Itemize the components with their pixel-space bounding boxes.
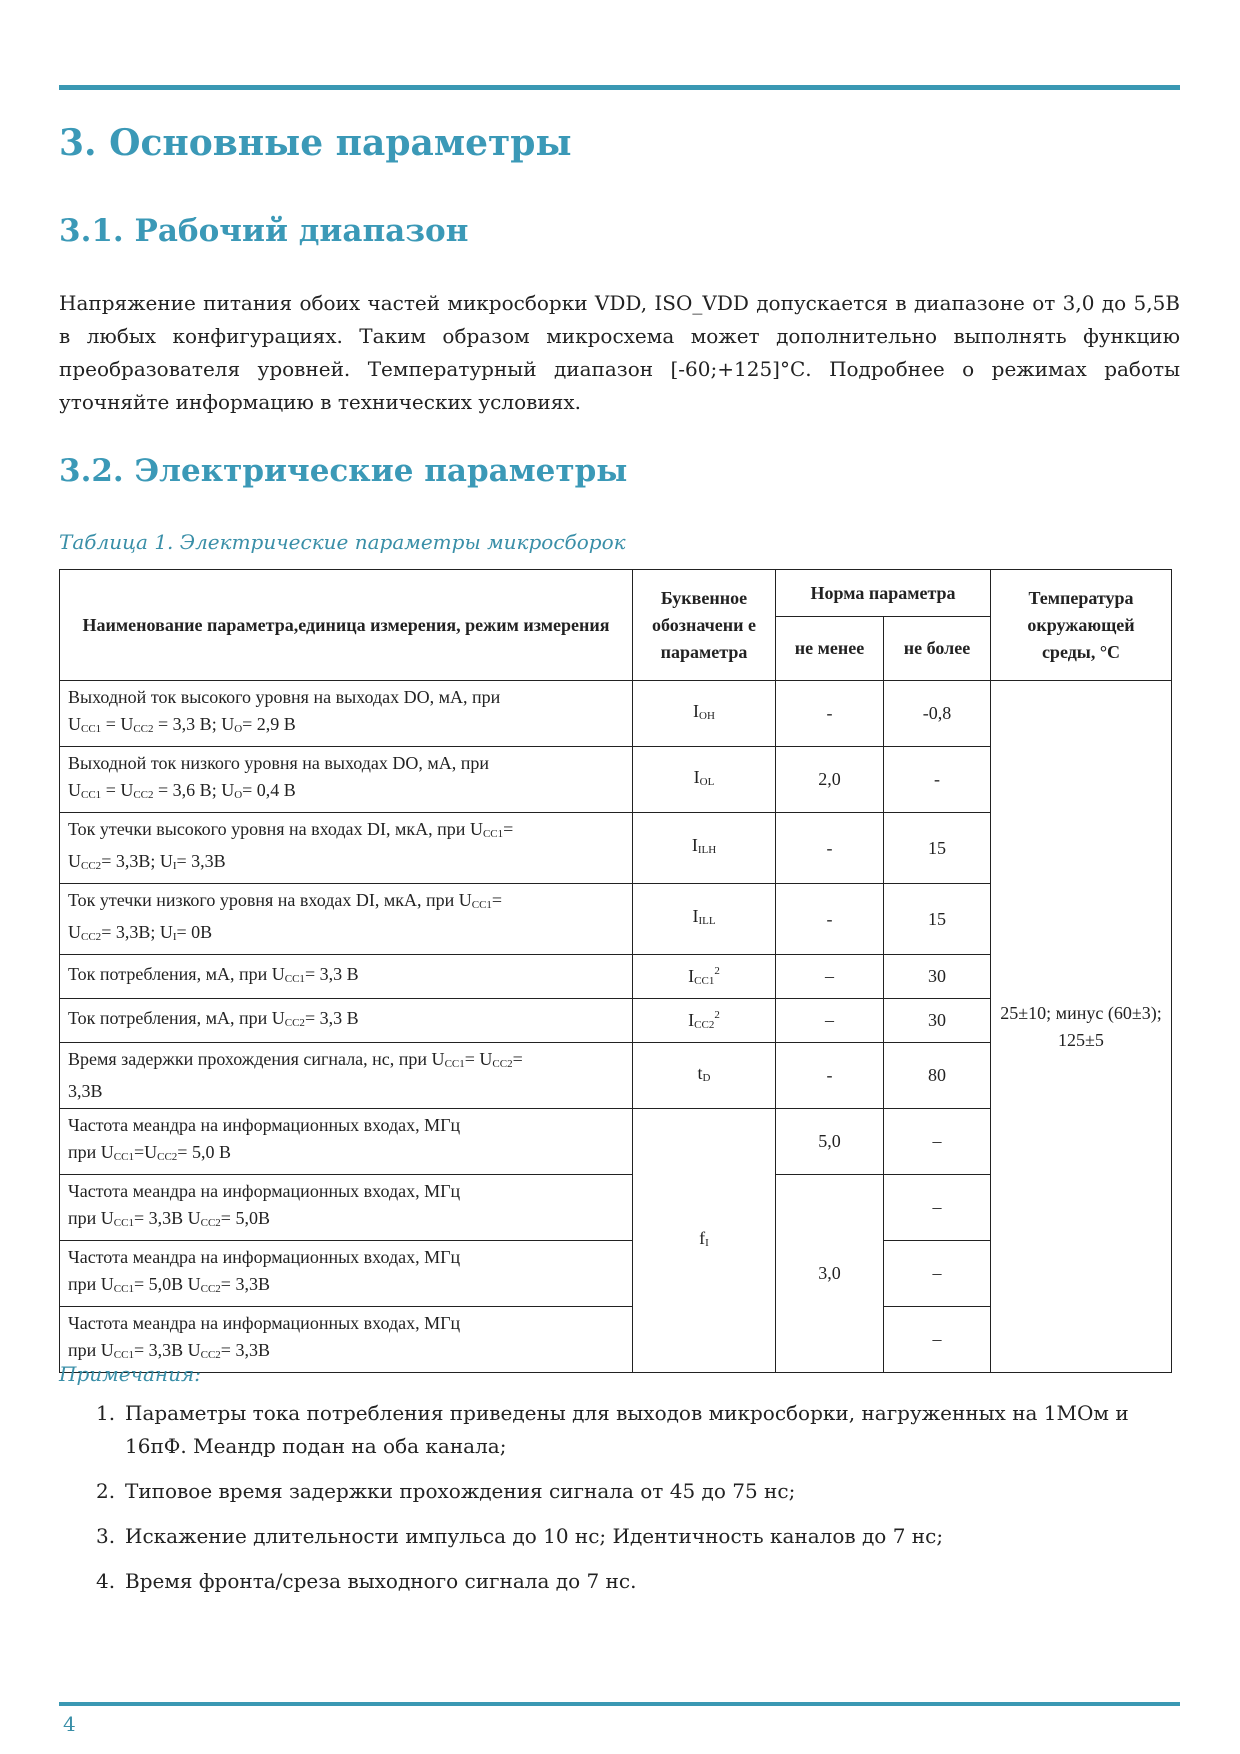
param-max: 15 — [884, 884, 991, 955]
param-name: Ток утечки низкого уровня на входах DI, мкА, при UCC1= UCC2= 3,3В; UI= 0В — [60, 884, 633, 955]
param-name: Частота меандра на информационных входах, МГц при UCC1= 5,0В UCC2= 3,3В — [60, 1241, 633, 1307]
param-max: -0,8 — [884, 681, 991, 747]
header-norm: Норма параметра — [776, 570, 991, 617]
param-name: Ток утечки высокого уровня на входах DI, мкА, при UCC1= UCC2= 3,3В; UI= 3,3В — [60, 813, 633, 884]
note-item: 2. Типовое время задержки прохождения сигнала от 45 до 75 нс; — [96, 1479, 796, 1503]
param-max: – — [884, 1109, 991, 1175]
param-symbol: IILH — [633, 813, 776, 884]
param-name: Частота меандра на информационных входах, МГц при UCC1= 3,3В UCC2= 3,3В — [60, 1307, 633, 1373]
param-min: 2,0 — [776, 747, 884, 813]
param-name: Выходной ток высокого уровня на выходах DO, мА, при UCC1 = UCC2 = 3,3 В; UO= 2,9 В — [60, 681, 633, 747]
electrical-params-table — [59, 569, 1172, 1373]
param-name: Выходной ток низкого уровня на выходах DO, мА, при UCC1 = UCC2 = 3,6 В; UO= 0,4 В — [60, 747, 633, 813]
param-max: – — [884, 1307, 991, 1373]
param-min: 5,0 — [776, 1109, 884, 1175]
param-max: 15 — [884, 813, 991, 884]
param-min: - — [776, 681, 884, 747]
header-symbol: Буквенное обозначени е параметра — [633, 570, 776, 681]
param-min: - — [776, 884, 884, 955]
param-max: 30 — [884, 999, 991, 1043]
table-caption: Таблица 1. Электрические параметры микросборок — [59, 530, 626, 554]
header-max: не более — [884, 617, 991, 681]
temperature-value: 25±10; минус (60±3); 125±5 — [991, 681, 1172, 1373]
param-min: - — [776, 1043, 884, 1109]
param-min: – — [776, 999, 884, 1043]
notes-title: Примечания: — [59, 1362, 201, 1386]
notes-list — [59, 1397, 1180, 1610]
subsection-title-electrical-params: 3.2. Электрические параметры — [59, 453, 628, 489]
note-item: 1. Параметры тока потребления приведены для выходов микросборки, нагруженных на 1МОм и 16пФ. Меандр подан на оба канала; — [96, 1401, 1129, 1458]
param-max: – — [884, 1241, 991, 1307]
param-max: 30 — [884, 955, 991, 999]
header-min: не менее — [776, 617, 884, 681]
param-min-shared: 3,0 — [776, 1175, 884, 1373]
param-symbol: IOL — [633, 747, 776, 813]
subsection-title-operating-range: 3.1. Рабочий диапазон — [59, 213, 469, 249]
param-name: Ток потребления, мА, при UCC2= 3,3 В — [60, 999, 633, 1043]
top-rule — [59, 85, 1180, 90]
page-number: 4 — [63, 1712, 76, 1736]
note-item: 3. Искажение длительности импульса до 10 нс; Идентичность каналов до 7 нс; — [96, 1524, 944, 1548]
operating-range-paragraph: Напряжение питания обоих частей микросборки VDD, ISO_VDD допускается в диапазоне от 3,0 до 5,5В в любых конфигурациях. Таким образом микросхема может дополнительно выполнять функцию преобразователя уровней. Температурный диапазон [-60;+125]°С. Подробнее о режимах работы уточняйте информацию в технических условиях. — [59, 291, 1180, 414]
param-max: 80 — [884, 1043, 991, 1109]
param-max: – — [884, 1175, 991, 1241]
param-name: Частота меандра на информационных входах, МГц при UCC1= 3,3В UCC2= 5,0В — [60, 1175, 633, 1241]
param-symbol: $ICC2^2$ — [633, 999, 776, 1043]
param-symbol: IOH — [633, 681, 776, 747]
param-symbol: IILL — [633, 884, 776, 955]
param-max: - — [884, 747, 991, 813]
param-min: – — [776, 955, 884, 999]
header-temperature: Температура окружающей среды, °С — [991, 570, 1172, 681]
param-min: - — [776, 813, 884, 884]
note-item: 4. Время фронта/среза выходного сигнала до 7 нс. — [96, 1569, 637, 1593]
param-name: Время задержки прохождения сигнала, нс, при UCC1= UCC2= 3,3В — [60, 1043, 633, 1109]
header-parameter-name: Наименование параметра,единица измерения, режим измерения — [60, 570, 633, 681]
param-symbol-frequency: fI — [633, 1109, 776, 1373]
param-symbol: tD — [633, 1043, 776, 1109]
section-title: 3. Основные параметры — [59, 122, 572, 164]
bottom-rule — [59, 1702, 1180, 1706]
param-name: Ток потребления, мА, при UCC1= 3,3 В — [60, 955, 633, 999]
param-symbol: $ICC1^2$ — [633, 955, 776, 999]
param-name: Частота меандра на информационных входах, МГц при UCC1=UCC2= 5,0 В — [60, 1109, 633, 1175]
table-row — [60, 681, 1172, 747]
